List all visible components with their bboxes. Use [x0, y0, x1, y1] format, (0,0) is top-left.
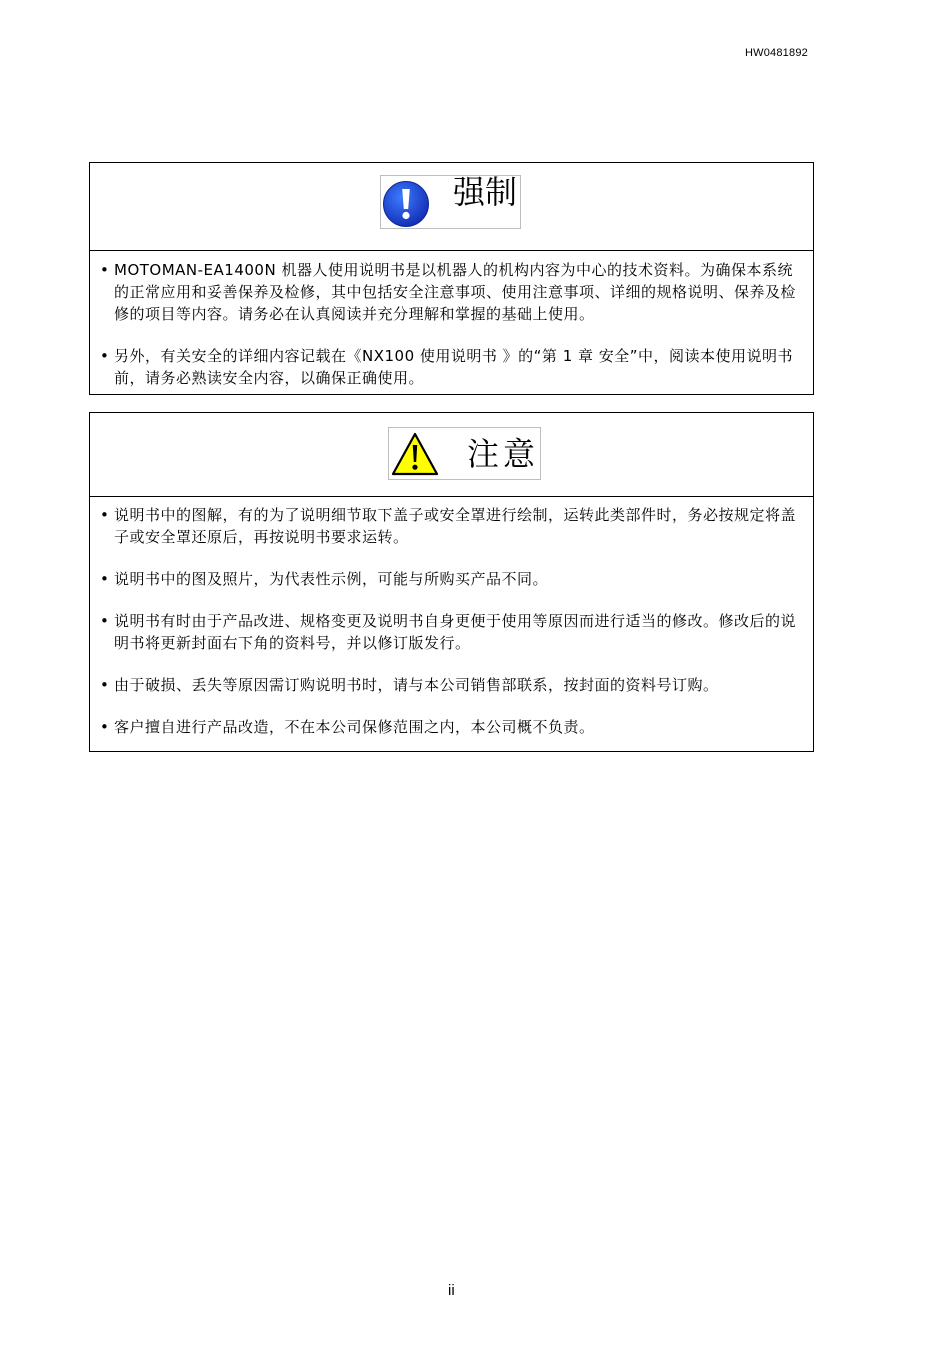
mandatory-item-text: MOTOMAN-EA1400N 机器人使用说明书是以机器人的机构内容为中心的技术资料。为确保本系统的正常应用和妥善保养及检修，其中包括安全注意事项、使用注意事项、详细的规格说明、保养及检修的项目等内容。请务必在认真阅读并充分理解和掌握的基础上使用。 [114, 261, 797, 323]
mandatory-item-text: 另外，有关安全的详细内容记载在《NX100 使用说明书 》的“第 1 章 安全”中，阅读本使用说明书前，请务必熟读安全内容，以确保正确使用。 [114, 347, 794, 387]
caution-item-3 [90, 610, 813, 654]
caution-notice-header [90, 413, 813, 497]
bullet-icon: • [100, 718, 110, 736]
bullet-icon: • [100, 506, 110, 524]
exclamation-circle-icon [381, 179, 431, 229]
caution-item-list [90, 504, 813, 738]
caution-item-text: 说明书有时由于产品改进、规格变更及说明书自身更便于使用等原因而进行适当的修改。修改后的说明书将更新封面右下角的资料号，并以修订版发行。 [114, 612, 797, 652]
caution-item-4 [90, 674, 813, 696]
mandatory-item-list [90, 259, 813, 389]
bullet-icon: • [100, 261, 110, 279]
bullet-icon: • [100, 570, 110, 588]
bullet-icon: • [100, 612, 110, 630]
caution-item-text: 说明书中的图解，有的为了说明细节取下盖子或安全罩进行绘制，运转此类部件时，务必按规定将盖子或安全罩还原后，再按说明书要求运转。 [114, 506, 797, 546]
caution-title: 注意 [467, 435, 540, 473]
page-number: ii [448, 1282, 455, 1299]
caution-item-1 [90, 504, 813, 548]
mandatory-notice-header [90, 163, 813, 251]
caution-item-2 [90, 568, 813, 590]
document-id: HW0481892 [745, 47, 808, 59]
caution-item-text: 说明书中的图及照片，为代表性示例，可能与所购买产品不同。 [114, 570, 549, 588]
mandatory-item-2 [90, 345, 813, 389]
mandatory-notice-box [89, 162, 814, 395]
caution-item-text: 客户擅自进行产品改造，不在本公司保修范围之内，本公司概不负责。 [114, 718, 595, 736]
bullet-icon: • [100, 347, 110, 365]
caution-label [388, 427, 541, 480]
bullet-icon: • [100, 676, 110, 694]
warning-triangle-icon [390, 431, 440, 477]
caution-item-5 [90, 716, 813, 738]
caution-notice-box [89, 412, 814, 752]
mandatory-title: 强制 [453, 173, 518, 211]
caution-item-text: 由于破损、丢失等原因需订购说明书时，请与本公司销售部联系，按封面的资料号订购。 [114, 676, 719, 694]
mandatory-label [380, 175, 521, 229]
mandatory-item-1 [90, 259, 813, 325]
